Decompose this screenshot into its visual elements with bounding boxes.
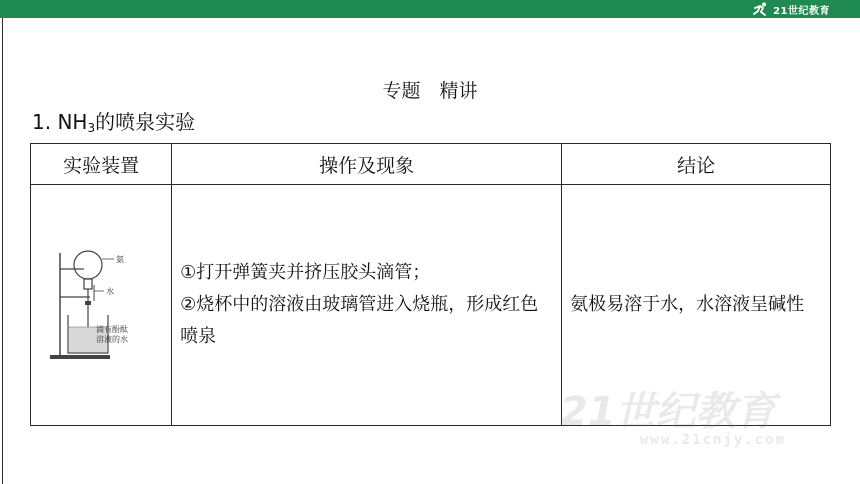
watermark-url: www.21cnjy.com: [640, 432, 787, 448]
section-heading: [32, 106, 195, 135]
watermark-logo: 21世纪教育: [560, 389, 776, 435]
header-conclusion: 结论: [562, 144, 831, 185]
operations-cell: [172, 185, 562, 426]
conclusion-cell: 氨极易溶于水，水溶液呈碱性: [562, 185, 831, 426]
logo-text: 21世纪教育: [773, 5, 830, 17]
heading-text: 的喷泉实验: [95, 110, 196, 134]
operation-step-1: ①打开弹簧夹并挤压胶头滴管；: [180, 262, 431, 283]
heading-number: 1.: [32, 110, 52, 134]
water-label: 水: [106, 287, 115, 296]
operation-step-2: ②烧杯中的溶液由玻璃管进入烧瓶，形成红色喷泉: [180, 294, 539, 347]
gas-label: 氨: [116, 255, 125, 264]
apparatus-cell: [31, 185, 172, 426]
header-apparatus: 实验装置: [31, 144, 172, 185]
fountain-apparatus-figure: [46, 245, 156, 365]
site-logo: [753, 1, 830, 17]
table-header-row: [31, 144, 831, 185]
page-title: 专题 精讲: [382, 80, 478, 102]
beaker-label-line2: 溶液的水: [96, 335, 129, 344]
heading-formula: $NH_3$: [57, 110, 96, 135]
runner-logo-icon: [753, 2, 769, 16]
header-operations: 操作及现象: [172, 144, 562, 185]
header-bar: [0, 0, 860, 18]
beaker-label-line1: 滴有酚酞: [96, 325, 129, 334]
